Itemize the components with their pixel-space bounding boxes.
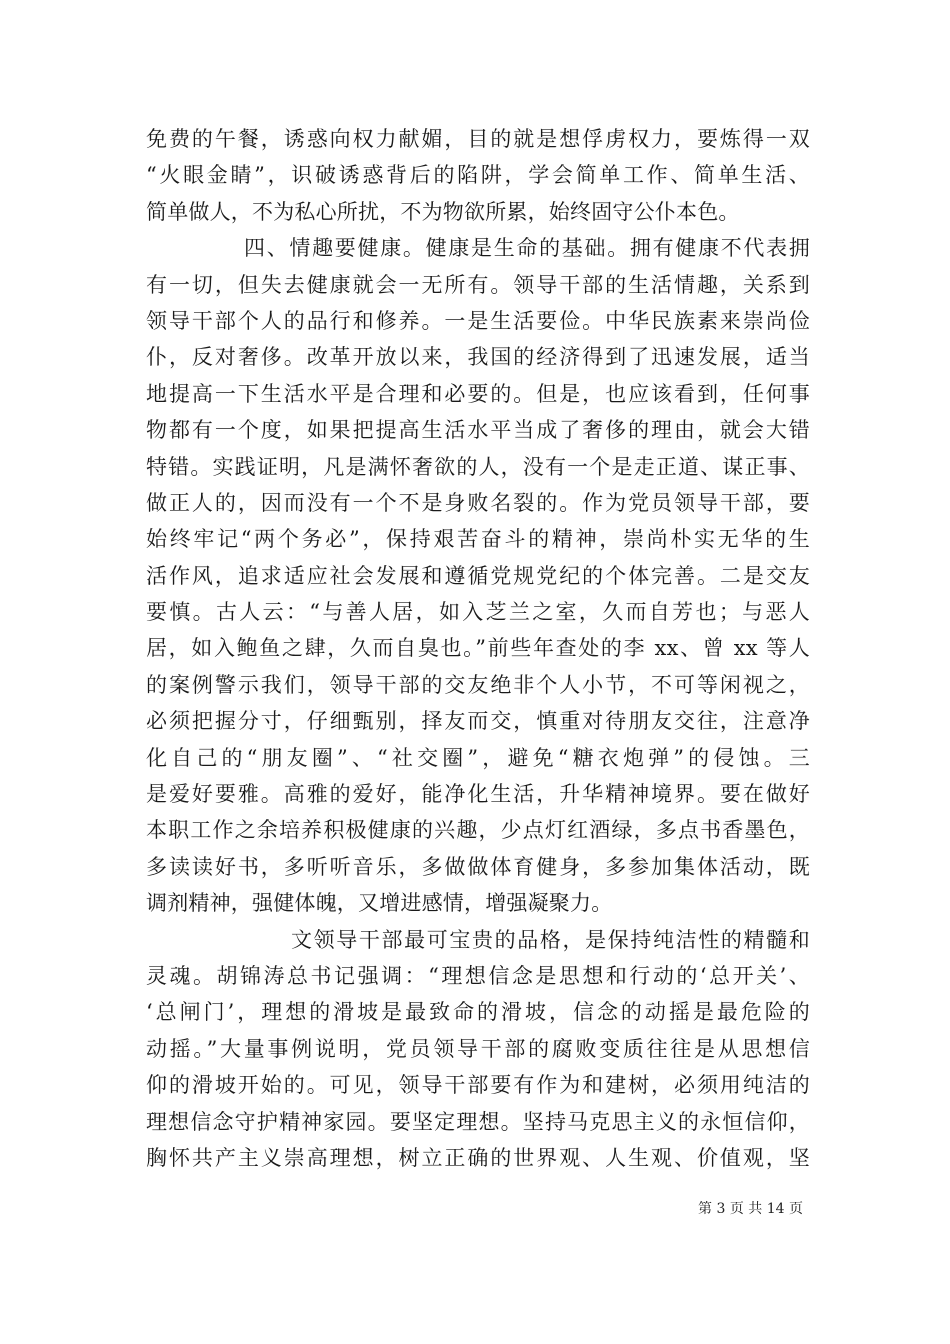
text-line: 化自己的“朋友圈”、“社交圈”，避免“糖衣炮弹”的侵蚀。三 (146, 745, 810, 770)
text-line: 动摇。”大量事例说明，党员领导干部的腐败变质往往是从思想信 (146, 1036, 810, 1061)
text-line: 理想信念守护精神家园。要坚定理想。坚持马克思主义的永恒信仰， (146, 1109, 810, 1134)
text-line: 有一切，但失去健康就会一无所有。领导干部的生活情趣，关系到 (146, 272, 810, 297)
text-line: 胸怀共产主义崇高理想，树立正确的世界观、人生观、价值观，坚 (146, 1145, 810, 1170)
text-line: 仆，反对奢侈。改革开放以来，我国的经济得到了迅速发展，适当 (146, 345, 810, 370)
section-heading-line: 四、情趣要健康。健康是生命的基础。拥有健康不代表拥 (244, 236, 810, 261)
text-line: 免费的午餐，诱惑向权力献媚，目的就是想俘虏权力，要炼得一双 (146, 127, 810, 151)
text-line: 领导干部个人的品行和修养。一是生活要俭。中华民族素来崇尚俭 (146, 308, 810, 333)
paragraph-start-line: 文领导干部最可宝贵的品格，是保持纯洁性的精髓和 (291, 927, 810, 952)
document-body (146, 121, 810, 1176)
text-line: ‘总闸门’，理想的滑坡是最致命的滑坡，信念的动摇是最危险的 (146, 1000, 810, 1025)
text-line: 要慎。古人云：“与善人居，如入芝兰之室，久而自芳也；与恶人 (146, 600, 810, 625)
text-line: 做正人的，因而没有一个不是身败名裂的。作为党员领导干部，要 (146, 490, 810, 515)
text-line: 灵魂。胡锦涛总书记强调：“理想信念是思想和行动的‘总开关’、 (146, 963, 810, 988)
text-line: 地提高一下生活水平是合理和必要的。但是，也应该看到，任何事 (146, 381, 810, 406)
text-line: 本职工作之余培养积极健康的兴趣，少点灯红酒绿，多点书香墨色， (146, 818, 810, 843)
text-line: “火眼金睛”，识破诱惑背后的陷阱，学会简单工作、简单生活、 (146, 163, 810, 188)
text-line: 物都有一个度，如果把提高生活水平当成了奢侈的理由，就会大错 (146, 418, 810, 443)
text-line: 调剂精神，强健体魄，又增进感情，增强凝聚力。 (146, 891, 613, 916)
text-line: 是爱好要雅。高雅的爱好，能净化生活，升华精神境界。要在做好 (146, 782, 810, 807)
text-line: 简单做人，不为私心所扰，不为物欲所累，始终固守公仆本色。 (146, 199, 740, 224)
text-line: 多读读好书，多听听音乐，多做做体育健身，多参加集体活动，既 (146, 854, 810, 879)
text-line: 活作风，追求适应社会发展和遵循党规党纪的个体完善。二是交友 (146, 563, 810, 588)
text-line: 居，如入鲍鱼之肆，久而自臭也。”前些年查处的李 xx、曾 xx 等人 (146, 636, 810, 661)
text-line: 必须把握分寸，仔细甄别，择友而交，慎重对待朋友交往，注意净 (146, 709, 810, 734)
text-line: 始终牢记“两个务必”，保持艰苦奋斗的精神，崇尚朴实无华的生 (146, 527, 810, 552)
text-line: 特错。实践证明，凡是满怀奢欲的人，没有一个是走正道、谋正事、 (146, 454, 810, 479)
text-line: 仰的滑坡开始的。可见，领导干部要有作为和建树，必须用纯洁的 (146, 1073, 810, 1098)
page-number: 第 3 页 共 14 页 (698, 1201, 803, 1217)
text-line: 的案例警示我们，领导干部的交友绝非个人小节，不可等闲视之， (146, 672, 810, 697)
